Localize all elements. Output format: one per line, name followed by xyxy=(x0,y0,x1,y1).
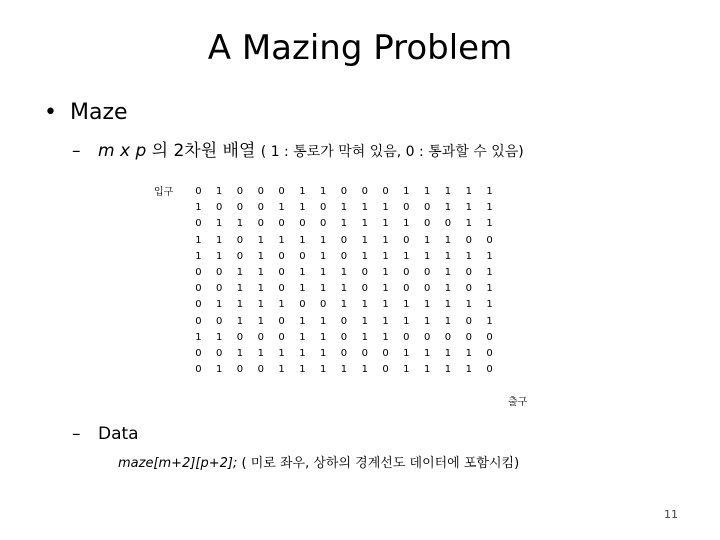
maze-cell: 0 xyxy=(278,186,285,197)
maze-cell: 0 xyxy=(195,364,202,376)
maze-cell: 1 xyxy=(216,299,223,311)
maze-cell: 1 xyxy=(319,331,327,343)
maze-cell: 1 xyxy=(299,331,306,343)
maze-cell: 0 xyxy=(486,331,493,343)
maze-cell: 0 xyxy=(319,202,327,214)
maze-cell: 1 xyxy=(486,315,493,327)
maze-cell: 1 xyxy=(423,364,431,376)
page-number: 11 xyxy=(664,508,678,521)
maze-cell: 0 xyxy=(257,202,264,214)
maze-cell: 1 xyxy=(465,186,472,197)
maze-cell: 1 xyxy=(382,331,389,343)
maze-cell: 0 xyxy=(361,266,368,278)
maze-cell: 1 xyxy=(319,364,327,376)
maze-cell: 0 xyxy=(382,364,389,376)
maze-cell: 1 xyxy=(299,186,306,197)
maze-cell: 1 xyxy=(444,266,452,278)
maze-cell: 0 xyxy=(299,299,306,311)
maze-cell: 1 xyxy=(319,186,327,197)
maze-cell: 1 xyxy=(361,364,368,376)
maze-cell: 1 xyxy=(340,218,348,230)
maze-cell: 1 xyxy=(299,347,306,359)
maze-cell: 0 xyxy=(216,347,223,359)
bullet-text: Maze xyxy=(70,100,128,125)
maze-cell: 0 xyxy=(257,186,264,197)
maze-cell: 0 xyxy=(236,364,244,376)
maze-cell: 1 xyxy=(382,250,389,262)
maze-cell: 1 xyxy=(195,331,202,343)
data-text: Data xyxy=(98,424,139,444)
maze-cell: 1 xyxy=(444,234,452,246)
maze-cell: 0 xyxy=(361,186,368,197)
maze-cell: 0 xyxy=(195,299,202,311)
maze-cell: 1 xyxy=(361,250,368,262)
maze-cell: 1 xyxy=(444,299,452,311)
maze-grid xyxy=(188,184,500,378)
maze-cell: 1 xyxy=(278,234,285,246)
maze-cell: 0 xyxy=(382,347,389,359)
maze-cell: 1 xyxy=(195,202,202,214)
maze-cell: 1 xyxy=(340,266,348,278)
maze-cell: 1 xyxy=(299,202,306,214)
maze-cell: 1 xyxy=(486,218,493,230)
maze-cell: 0 xyxy=(340,315,348,327)
maze-cell: 0 xyxy=(278,283,285,295)
maze-cell: 0 xyxy=(319,299,327,311)
maze-cell: 0 xyxy=(361,347,368,359)
maze-cell: 1 xyxy=(319,315,327,327)
maze-cell: 1 xyxy=(465,299,472,311)
maze-cell: 1 xyxy=(423,250,431,262)
maze-cell: 0 xyxy=(423,202,431,214)
maze-cell: 1 xyxy=(465,364,472,376)
maze-cell: 1 xyxy=(486,186,493,197)
maze-cell: 1 xyxy=(278,299,285,311)
maze-cell: 0 xyxy=(257,364,264,376)
maze-cell: 0 xyxy=(278,331,285,343)
maze-cell: 1 xyxy=(236,218,244,230)
maze-cell: 1 xyxy=(236,347,244,359)
array-text: 의 2차원 배열 xyxy=(146,141,261,161)
maze-cell: 1 xyxy=(340,202,348,214)
code-expression: maze[m+2][p+2]; xyxy=(118,456,238,471)
maze-cell: 0 xyxy=(195,218,202,230)
maze-cell: 0 xyxy=(319,218,327,230)
sub-bullet-dash: – xyxy=(72,141,81,161)
maze-cell: 1 xyxy=(382,315,389,327)
maze-cell: 0 xyxy=(403,202,410,214)
maze-cell: 0 xyxy=(236,250,244,262)
maze-cell: 0 xyxy=(216,266,223,278)
maze-cell: 0 xyxy=(486,347,493,359)
maze-cell: 0 xyxy=(278,266,285,278)
maze-cell: 0 xyxy=(465,331,472,343)
maze-cell: 1 xyxy=(486,283,493,295)
code-note: ( 미로 좌우, 상하의 경계선도 데이터에 포함시킴) xyxy=(237,456,520,471)
bullet-maze xyxy=(44,100,128,125)
maze-cell: 0 xyxy=(278,250,285,262)
maze-cell: 0 xyxy=(444,331,452,343)
maze-cell: 1 xyxy=(403,250,410,262)
maze-cell: 1 xyxy=(403,299,410,311)
maze-cell: 1 xyxy=(319,234,327,246)
maze-cell: 1 xyxy=(465,218,472,230)
maze-cell: 0 xyxy=(403,266,410,278)
maze-cell: 0 xyxy=(216,315,223,327)
maze-cell: 0 xyxy=(423,283,431,295)
code-line xyxy=(118,452,519,471)
maze-cell: 1 xyxy=(382,283,389,295)
maze-cell: 0 xyxy=(361,283,368,295)
maze-cell: 0 xyxy=(257,331,264,343)
var-x: x xyxy=(119,141,131,161)
maze-cell: 0 xyxy=(195,347,202,359)
maze-cell: 1 xyxy=(444,283,452,295)
maze-cell: 0 xyxy=(486,364,493,376)
maze-cell: 0 xyxy=(216,283,223,295)
maze-cell: 1 xyxy=(299,234,306,246)
var-m: m xyxy=(98,141,115,161)
maze-cell: 1 xyxy=(299,283,306,295)
slide-title: A Mazing Problem xyxy=(207,28,513,68)
maze-cell: 0 xyxy=(423,218,431,230)
maze-cell: 1 xyxy=(444,315,452,327)
maze-cell: 0 xyxy=(236,234,244,246)
maze-cell: 1 xyxy=(444,250,452,262)
maze-cell: 1 xyxy=(403,315,410,327)
maze-cell: 1 xyxy=(216,218,223,230)
maze-cell: 1 xyxy=(444,202,452,214)
bullet-marker: • xyxy=(44,100,57,125)
maze-cell: 1 xyxy=(486,266,493,278)
maze-cell: 1 xyxy=(236,299,244,311)
maze-cell: 1 xyxy=(257,299,264,311)
maze-cell: 1 xyxy=(257,283,264,295)
sub-bullet-array-description xyxy=(72,136,524,161)
maze-cell: 0 xyxy=(423,331,431,343)
maze-cell: 0 xyxy=(486,234,493,246)
maze-cell: 0 xyxy=(299,218,306,230)
maze-cell: 1 xyxy=(486,299,493,311)
exit-label: 출구 xyxy=(508,397,528,408)
maze-cell: 1 xyxy=(195,234,202,246)
maze-cell: 1 xyxy=(423,299,431,311)
maze-cell: 0 xyxy=(195,315,202,327)
maze-cell: 1 xyxy=(257,315,264,327)
maze-cell: 1 xyxy=(361,218,368,230)
maze-cell: 1 xyxy=(319,283,327,295)
maze-cell: 1 xyxy=(195,250,202,262)
legend-paren: ( 1 : 통로가 막혀 있음, 0 : 통과할 수 있음) xyxy=(260,144,524,160)
maze-cell: 1 xyxy=(278,202,285,214)
maze-cell: 1 xyxy=(361,299,368,311)
maze-cell: 0 xyxy=(236,186,244,197)
maze-cell: 1 xyxy=(361,331,368,343)
maze-cell: 1 xyxy=(465,347,472,359)
maze-cell: 0 xyxy=(257,218,264,230)
maze-cell: 0 xyxy=(444,218,452,230)
maze-cell: 1 xyxy=(423,186,431,197)
maze-cell: 0 xyxy=(340,250,348,262)
maze-cell: 0 xyxy=(340,234,348,246)
maze-cell: 1 xyxy=(340,283,348,295)
maze-cell: 1 xyxy=(444,347,452,359)
maze-cell: 0 xyxy=(403,283,410,295)
maze-cell: 1 xyxy=(403,347,410,359)
maze-cell: 0 xyxy=(216,202,223,214)
maze-cell: 1 xyxy=(319,266,327,278)
maze-cell: 1 xyxy=(444,186,452,197)
maze-cell: 1 xyxy=(278,364,285,376)
maze-cell: 0 xyxy=(403,331,410,343)
maze-cell: 0 xyxy=(465,315,472,327)
maze-cell: 1 xyxy=(423,234,431,246)
maze-cell: 0 xyxy=(195,283,202,295)
maze-cell: 1 xyxy=(403,218,410,230)
maze-cell: 1 xyxy=(257,347,264,359)
maze-cell: 0 xyxy=(340,331,348,343)
maze-cell: 1 xyxy=(216,250,223,262)
maze-cell: 1 xyxy=(216,364,223,376)
maze-cell: 1 xyxy=(340,364,348,376)
var-p: p xyxy=(135,141,147,161)
maze-cell: 0 xyxy=(195,186,202,197)
sub-bullet-data xyxy=(72,424,139,444)
maze-cell: 0 xyxy=(236,331,244,343)
maze-cell: 0 xyxy=(465,266,472,278)
maze-cell: 1 xyxy=(423,315,431,327)
maze-cell: 1 xyxy=(216,331,223,343)
maze-cell: 1 xyxy=(361,315,368,327)
maze-cell: 1 xyxy=(361,234,368,246)
maze-cell: 0 xyxy=(278,315,285,327)
maze-cell: 1 xyxy=(216,186,223,197)
maze-cell: 1 xyxy=(299,364,306,376)
maze-cell: 1 xyxy=(403,186,410,197)
maze-cell: 0 xyxy=(465,234,472,246)
maze-cell: 1 xyxy=(257,250,264,262)
maze-cell: 1 xyxy=(340,299,348,311)
maze-cell: 1 xyxy=(236,315,244,327)
maze-cell: 1 xyxy=(465,202,472,214)
maze-cell: 0 xyxy=(278,218,285,230)
maze-cell: 0 xyxy=(236,202,244,214)
maze-cell: 1 xyxy=(257,266,264,278)
maze-cell: 1 xyxy=(382,202,389,214)
maze-cell: 1 xyxy=(486,250,493,262)
maze-cell: 0 xyxy=(403,234,410,246)
maze-cell: 0 xyxy=(299,250,306,262)
entrance-label: 입구 xyxy=(154,187,174,198)
maze-cell: 1 xyxy=(319,347,327,359)
maze-cell: 1 xyxy=(236,266,244,278)
maze-cell: 1 xyxy=(257,234,264,246)
maze-cell: 0 xyxy=(423,266,431,278)
maze-cell: 1 xyxy=(403,364,410,376)
maze-cell: 1 xyxy=(382,266,389,278)
maze-cell: 0 xyxy=(340,347,348,359)
maze-cell: 1 xyxy=(319,250,327,262)
maze-cell: 1 xyxy=(423,347,431,359)
maze-cell: 1 xyxy=(299,266,306,278)
maze-cell: 1 xyxy=(278,347,285,359)
maze-cell: 1 xyxy=(444,364,452,376)
maze-cell: 1 xyxy=(236,283,244,295)
maze-cell: 0 xyxy=(382,186,389,197)
maze-cell: 1 xyxy=(299,315,306,327)
maze-cell: 1 xyxy=(382,299,389,311)
maze-cell: 1 xyxy=(361,202,368,214)
maze-cell: 0 xyxy=(465,283,472,295)
maze-cell: 1 xyxy=(382,234,389,246)
maze-cell: 1 xyxy=(382,218,389,230)
data-dash: – xyxy=(72,424,81,444)
maze-cell: 1 xyxy=(465,250,472,262)
maze-cell: 0 xyxy=(195,266,202,278)
maze-cell: 0 xyxy=(340,186,348,197)
maze-cell: 1 xyxy=(486,202,493,214)
maze-cell: 1 xyxy=(216,234,223,246)
